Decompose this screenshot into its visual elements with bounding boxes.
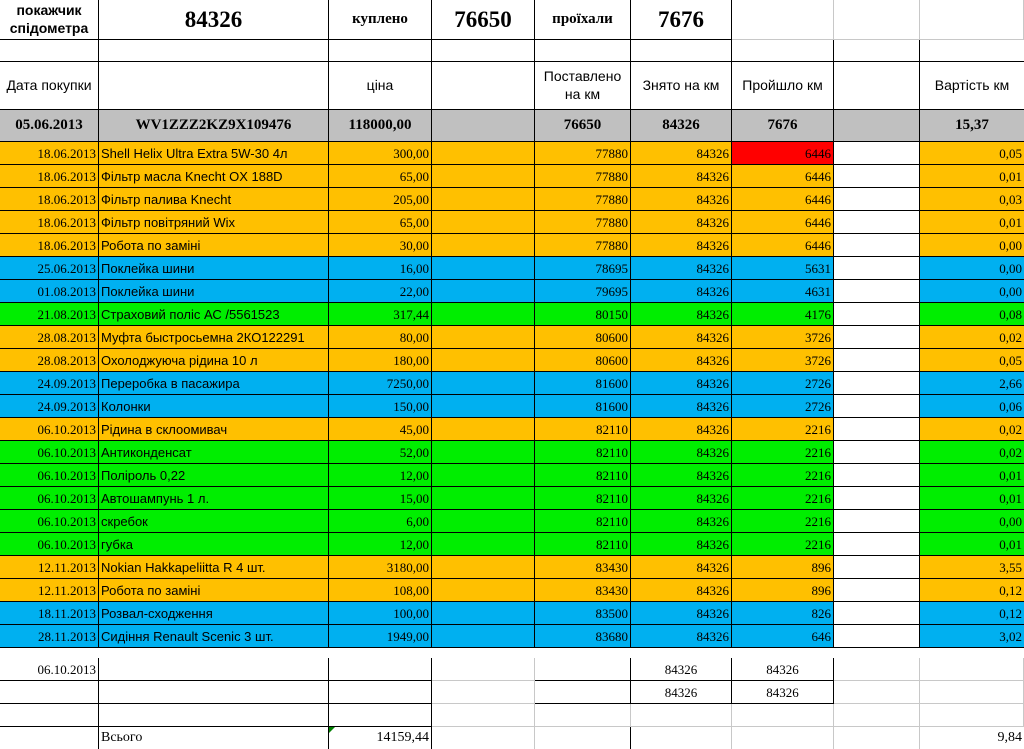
row-description[interactable]: Робота по заміні [99, 579, 329, 602]
empty-cell[interactable] [920, 40, 1024, 62]
row-date[interactable]: 21.08.2013 [0, 303, 99, 326]
total-price[interactable] [329, 727, 432, 749]
row-description[interactable]: Nokian Hakkapeliitta R 4 шт. [99, 556, 329, 579]
row-description[interactable]: Розвал-сходження [99, 602, 329, 625]
row-passed[interactable]: 2216 [732, 418, 834, 441]
row-passed[interactable]: 6446 [732, 165, 834, 188]
bought-label[interactable]: куплено [329, 0, 432, 40]
row-removed[interactable]: 84326 [631, 441, 732, 464]
empty-cell[interactable] [834, 510, 920, 533]
car-installed[interactable]: 76650 [535, 110, 631, 142]
row-removed[interactable]: 84326 [631, 280, 732, 303]
row-removed[interactable]: 84326 [631, 533, 732, 556]
empty-cell[interactable] [432, 579, 535, 602]
empty-cell[interactable] [834, 0, 920, 40]
row-cost[interactable]: 0,05 [920, 142, 1024, 165]
empty-cell[interactable] [329, 704, 432, 727]
row-date[interactable]: 18.06.2013 [0, 234, 99, 257]
row-installed[interactable]: 77880 [535, 142, 631, 165]
row-cost[interactable]: 0,02 [920, 418, 1024, 441]
empty-cell[interactable] [732, 40, 834, 62]
car-removed[interactable]: 84326 [631, 110, 732, 142]
row-installed[interactable]: 82110 [535, 464, 631, 487]
extra-row-date[interactable] [0, 681, 99, 704]
empty-cell[interactable] [432, 681, 535, 704]
empty-cell[interactable] [834, 234, 920, 257]
row-date[interactable]: 06.10.2013 [0, 418, 99, 441]
row-cost[interactable]: 3,02 [920, 625, 1024, 648]
row-price[interactable]: 12,00 [329, 464, 432, 487]
row-description[interactable]: Рідина в склоомивач [99, 418, 329, 441]
empty-cell[interactable] [920, 681, 1024, 704]
empty-cell[interactable] [732, 727, 834, 749]
empty-cell[interactable] [834, 602, 920, 625]
empty-cell[interactable] [732, 704, 834, 727]
empty-cell[interactable] [0, 40, 99, 62]
row-cost[interactable]: 0,03 [920, 188, 1024, 211]
empty-cell[interactable] [432, 165, 535, 188]
empty-cell[interactable] [834, 625, 920, 648]
row-passed[interactable]: 6446 [732, 188, 834, 211]
row-cost[interactable]: 0,02 [920, 326, 1024, 349]
empty-cell[interactable] [834, 110, 920, 142]
row-installed[interactable]: 78695 [535, 257, 631, 280]
empty-cell[interactable] [834, 681, 920, 704]
header-cost-per-km[interactable]: Вартість км [920, 62, 1024, 110]
row-installed[interactable]: 83430 [535, 579, 631, 602]
empty-cell[interactable] [535, 704, 631, 727]
extra-row-removed[interactable]: 84326 [631, 658, 732, 681]
row-passed[interactable]: 3726 [732, 326, 834, 349]
row-removed[interactable]: 84326 [631, 165, 732, 188]
total-cost[interactable]: 9,84 [997, 730, 1022, 745]
row-description[interactable]: Поліроль 0,22 [99, 464, 329, 487]
extra-row-date[interactable]: 06.10.2013 [0, 658, 99, 681]
row-installed[interactable]: 82110 [535, 487, 631, 510]
empty-cell[interactable] [834, 579, 920, 602]
empty-cell[interactable] [834, 188, 920, 211]
row-installed[interactable]: 83430 [535, 556, 631, 579]
row-cost[interactable]: 2,66 [920, 372, 1024, 395]
row-passed[interactable]: 2216 [732, 464, 834, 487]
car-price[interactable]: 118000,00 [329, 110, 432, 142]
row-date[interactable]: 01.08.2013 [0, 280, 99, 303]
empty-cell[interactable] [432, 372, 535, 395]
row-installed[interactable]: 82110 [535, 418, 631, 441]
row-passed[interactable]: 2216 [732, 487, 834, 510]
row-installed[interactable]: 82110 [535, 533, 631, 556]
row-price[interactable]: 300,00 [329, 142, 432, 165]
bought-value[interactable]: 76650 [432, 0, 535, 40]
row-description[interactable]: скребок [99, 510, 329, 533]
empty-cell[interactable] [535, 681, 631, 704]
total-price-value: 14159,44 [376, 730, 429, 745]
empty-cell[interactable] [631, 727, 732, 749]
row-price[interactable]: 180,00 [329, 349, 432, 372]
row-date[interactable]: 18.06.2013 [0, 165, 99, 188]
empty-cell[interactable] [432, 464, 535, 487]
empty-cell[interactable] [834, 658, 920, 681]
row-passed[interactable]: 3726 [732, 349, 834, 372]
row-price[interactable]: 150,00 [329, 395, 432, 418]
row-price[interactable]: 100,00 [329, 602, 432, 625]
row-installed[interactable]: 77880 [535, 165, 631, 188]
row-description[interactable]: Робота по заміні [99, 234, 329, 257]
row-passed[interactable]: 4631 [732, 280, 834, 303]
row-price[interactable]: 15,00 [329, 487, 432, 510]
row-cost[interactable]: 0,00 [920, 257, 1024, 280]
empty-cell[interactable] [920, 0, 1024, 40]
row-cost[interactable]: 0,02 [920, 441, 1024, 464]
row-price[interactable]: 7250,00 [329, 372, 432, 395]
empty-cell[interactable] [432, 40, 535, 62]
row-removed[interactable]: 84326 [631, 418, 732, 441]
row-date[interactable]: 28.11.2013 [0, 625, 99, 648]
empty-cell[interactable] [432, 326, 535, 349]
row-cost[interactable]: 0,12 [920, 579, 1024, 602]
empty-cell[interactable] [432, 142, 535, 165]
row-passed[interactable]: 646 [732, 625, 834, 648]
empty-cell[interactable] [432, 625, 535, 648]
row-removed[interactable]: 84326 [631, 142, 732, 165]
row-description[interactable]: Поклейка шини [99, 257, 329, 280]
empty-cell[interactable] [834, 257, 920, 280]
row-cost[interactable]: 0,01 [920, 165, 1024, 188]
total-label[interactable]: Всього [99, 727, 329, 749]
car-cost[interactable]: 15,37 [920, 110, 1024, 142]
row-passed[interactable]: 2726 [732, 372, 834, 395]
empty-cell[interactable] [834, 303, 920, 326]
empty-cell[interactable] [329, 658, 432, 681]
row-removed[interactable]: 84326 [631, 257, 732, 280]
row-price[interactable]: 80,00 [329, 326, 432, 349]
row-cost[interactable]: 0,01 [920, 487, 1024, 510]
row-passed[interactable]: 2216 [732, 533, 834, 556]
empty-cell[interactable] [631, 704, 732, 727]
header-removed-km[interactable]: Знято на км [631, 62, 732, 110]
empty-cell[interactable] [432, 441, 535, 464]
row-description[interactable]: Фільтр масла Knecht OX 188D [99, 165, 329, 188]
empty-cell[interactable] [834, 280, 920, 303]
empty-cell[interactable] [834, 40, 920, 62]
empty-cell[interactable] [432, 211, 535, 234]
empty-cell[interactable] [834, 704, 920, 727]
row-description[interactable]: Фільтр палива Knecht [99, 188, 329, 211]
row-cost[interactable]: 0,01 [920, 211, 1024, 234]
empty-cell[interactable] [920, 658, 1024, 681]
row-cost[interactable]: 0,00 [920, 234, 1024, 257]
row-date[interactable]: 12.11.2013 [0, 579, 99, 602]
row-price[interactable]: 205,00 [329, 188, 432, 211]
driven-value[interactable]: 7676 [631, 0, 732, 40]
row-removed[interactable]: 84326 [631, 211, 732, 234]
row-removed[interactable]: 84326 [631, 303, 732, 326]
row-date[interactable]: 28.08.2013 [0, 326, 99, 349]
car-vin[interactable]: WV1ZZZ2KZ9X109476 [99, 110, 329, 142]
row-date[interactable]: 12.11.2013 [0, 556, 99, 579]
empty-cell[interactable] [432, 303, 535, 326]
row-description[interactable]: Переробка в пасажира [99, 372, 329, 395]
empty-cell[interactable] [432, 704, 535, 727]
empty-cell[interactable] [432, 395, 535, 418]
empty-cell[interactable] [834, 533, 920, 556]
row-date[interactable]: 25.06.2013 [0, 257, 99, 280]
row-passed[interactable]: 896 [732, 579, 834, 602]
row-date[interactable]: 18.06.2013 [0, 142, 99, 165]
row-passed[interactable]: 6446 [732, 142, 834, 165]
row-installed[interactable]: 80150 [535, 303, 631, 326]
row-price[interactable]: 108,00 [329, 579, 432, 602]
row-passed[interactable]: 6446 [732, 211, 834, 234]
row-removed[interactable]: 84326 [631, 579, 732, 602]
header-installed-km[interactable]: Поставлено на км [535, 62, 631, 110]
row-price[interactable]: 16,00 [329, 257, 432, 280]
row-installed[interactable]: 83500 [535, 602, 631, 625]
empty-cell[interactable] [834, 395, 920, 418]
row-description[interactable]: Поклейка шини [99, 280, 329, 303]
row-price[interactable]: 6,00 [329, 510, 432, 533]
extra-row-removed[interactable]: 84326 [631, 681, 732, 704]
row-date[interactable]: 06.10.2013 [0, 487, 99, 510]
row-cost[interactable]: 0,08 [920, 303, 1024, 326]
row-removed[interactable]: 84326 [631, 372, 732, 395]
row-date[interactable]: 18.06.2013 [0, 211, 99, 234]
row-passed[interactable]: 826 [732, 602, 834, 625]
row-installed[interactable]: 81600 [535, 372, 631, 395]
empty-cell[interactable] [432, 533, 535, 556]
driven-label[interactable]: проїхали [535, 0, 631, 40]
row-cost[interactable]: 0,05 [920, 349, 1024, 372]
row-removed[interactable]: 84326 [631, 625, 732, 648]
empty-cell[interactable] [432, 487, 535, 510]
empty-cell[interactable] [834, 556, 920, 579]
row-date[interactable]: 18.06.2013 [0, 188, 99, 211]
empty-cell[interactable] [834, 464, 920, 487]
empty-cell[interactable] [834, 165, 920, 188]
header-passed-km[interactable]: Пройшло км [732, 62, 834, 110]
row-removed[interactable]: 84326 [631, 556, 732, 579]
empty-cell[interactable] [432, 110, 535, 142]
row-description[interactable]: Страховий поліс АС /5561523 [99, 303, 329, 326]
empty-cell[interactable] [432, 349, 535, 372]
row-installed[interactable]: 82110 [535, 441, 631, 464]
row-price[interactable]: 65,00 [329, 211, 432, 234]
empty-cell[interactable] [432, 556, 535, 579]
row-price[interactable]: 45,00 [329, 418, 432, 441]
row-removed[interactable]: 84326 [631, 510, 732, 533]
row-cost[interactable]: 0,01 [920, 464, 1024, 487]
row-description[interactable]: Автошампунь 1 л. [99, 487, 329, 510]
empty-cell[interactable] [834, 441, 920, 464]
row-cost[interactable]: 0,00 [920, 510, 1024, 533]
row-date[interactable]: 06.10.2013 [0, 441, 99, 464]
row-cost[interactable]: 0,01 [920, 533, 1024, 556]
row-date[interactable]: 06.10.2013 [0, 464, 99, 487]
empty-cell[interactable] [329, 40, 432, 62]
empty-cell[interactable] [834, 372, 920, 395]
row-price[interactable]: 317,44 [329, 303, 432, 326]
row-date[interactable]: 24.09.2013 [0, 372, 99, 395]
row-removed[interactable]: 84326 [631, 234, 732, 257]
empty-cell[interactable] [432, 418, 535, 441]
header-description[interactable] [99, 62, 329, 110]
row-cost[interactable]: 0,12 [920, 602, 1024, 625]
empty-cell[interactable] [99, 658, 329, 681]
empty-cell[interactable] [535, 727, 631, 749]
row-cost[interactable]: 3,55 [920, 556, 1024, 579]
car-passed[interactable]: 7676 [732, 110, 834, 142]
row-cost[interactable]: 0,00 [920, 280, 1024, 303]
empty-cell[interactable] [432, 602, 535, 625]
row-removed[interactable]: 84326 [631, 464, 732, 487]
row-passed[interactable]: 5631 [732, 257, 834, 280]
empty-cell[interactable] [432, 188, 535, 211]
empty-cell[interactable] [432, 280, 535, 303]
row-description[interactable]: Муфта быстросьемна 2КО122291 [99, 326, 329, 349]
empty-cell[interactable] [535, 40, 631, 62]
row-installed[interactable]: 77880 [535, 234, 631, 257]
row-cost[interactable]: 0,06 [920, 395, 1024, 418]
row-price[interactable]: 30,00 [329, 234, 432, 257]
row-passed[interactable]: 2216 [732, 510, 834, 533]
empty-cell[interactable] [432, 62, 535, 110]
row-date[interactable]: 06.10.2013 [0, 533, 99, 556]
row-installed[interactable]: 79695 [535, 280, 631, 303]
row-price[interactable]: 3180,00 [329, 556, 432, 579]
row-installed[interactable]: 82110 [535, 510, 631, 533]
empty-cell[interactable] [432, 658, 535, 681]
row-description[interactable]: Фільтр повітряний Wix [99, 211, 329, 234]
empty-cell[interactable] [920, 704, 1024, 727]
car-date[interactable]: 05.06.2013 [0, 110, 99, 142]
row-price[interactable]: 65,00 [329, 165, 432, 188]
empty-cell[interactable] [834, 418, 920, 441]
row-price[interactable]: 52,00 [329, 441, 432, 464]
row-description[interactable]: Антиконденсат [99, 441, 329, 464]
row-date[interactable]: 06.10.2013 [0, 510, 99, 533]
row-removed[interactable]: 84326 [631, 487, 732, 510]
row-date[interactable]: 24.09.2013 [0, 395, 99, 418]
header-date[interactable]: Дата покупки [0, 62, 99, 110]
empty-cell[interactable] [631, 40, 732, 62]
empty-cell[interactable] [834, 326, 920, 349]
empty-cell[interactable] [432, 510, 535, 533]
row-installed[interactable]: 81600 [535, 395, 631, 418]
row-passed[interactable]: 896 [732, 556, 834, 579]
row-description[interactable]: Охолоджуюча рідина 10 л [99, 349, 329, 372]
row-price[interactable]: 12,00 [329, 533, 432, 556]
empty-cell[interactable] [329, 681, 432, 704]
empty-cell[interactable] [834, 727, 920, 749]
row-installed[interactable]: 77880 [535, 211, 631, 234]
extra-row-passed[interactable]: 84326 [732, 658, 834, 681]
odometer-value[interactable]: 84326 [99, 0, 329, 40]
row-description[interactable]: Колонки [99, 395, 329, 418]
row-passed[interactable]: 2726 [732, 395, 834, 418]
empty-cell[interactable] [535, 658, 631, 681]
extra-row-passed[interactable]: 84326 [732, 681, 834, 704]
empty-cell[interactable] [0, 704, 99, 727]
empty-cell[interactable] [834, 487, 920, 510]
row-installed[interactable]: 83680 [535, 625, 631, 648]
header-price[interactable]: ціна [329, 62, 432, 110]
row-removed[interactable]: 84326 [631, 326, 732, 349]
row-installed[interactable]: 80600 [535, 326, 631, 349]
row-removed[interactable]: 84326 [631, 395, 732, 418]
empty-cell[interactable] [834, 62, 920, 110]
odometer-label[interactable]: покажчик спідометра [0, 0, 99, 40]
row-passed[interactable]: 6446 [732, 234, 834, 257]
row-date[interactable]: 28.08.2013 [0, 349, 99, 372]
row-passed[interactable]: 2216 [732, 441, 834, 464]
empty-cell[interactable] [99, 40, 329, 62]
empty-cell[interactable] [732, 0, 834, 40]
row-removed[interactable]: 84326 [631, 188, 732, 211]
row-price[interactable]: 22,00 [329, 280, 432, 303]
row-description[interactable]: губка [99, 533, 329, 556]
row-installed[interactable]: 77880 [535, 188, 631, 211]
empty-cell[interactable] [432, 727, 535, 749]
empty-cell[interactable] [432, 234, 535, 257]
row-description[interactable]: Shell Helix Ultra Extra 5W-30 4л [99, 142, 329, 165]
row-date[interactable]: 18.11.2013 [0, 602, 99, 625]
row-removed[interactable]: 84326 [631, 602, 732, 625]
row-removed[interactable]: 84326 [631, 349, 732, 372]
empty-cell[interactable] [432, 257, 535, 280]
empty-cell[interactable] [0, 727, 99, 749]
row-passed[interactable]: 4176 [732, 303, 834, 326]
empty-cell[interactable] [834, 142, 920, 165]
formula-indicator [329, 727, 335, 733]
row-price[interactable]: 1949,00 [329, 625, 432, 648]
empty-cell[interactable] [834, 349, 920, 372]
empty-cell[interactable] [99, 704, 329, 727]
empty-cell[interactable] [99, 681, 329, 704]
empty-cell[interactable] [834, 211, 920, 234]
row-description[interactable]: Сидіння Renault Scenic 3 шт. [99, 625, 329, 648]
row-installed[interactable]: 80600 [535, 349, 631, 372]
